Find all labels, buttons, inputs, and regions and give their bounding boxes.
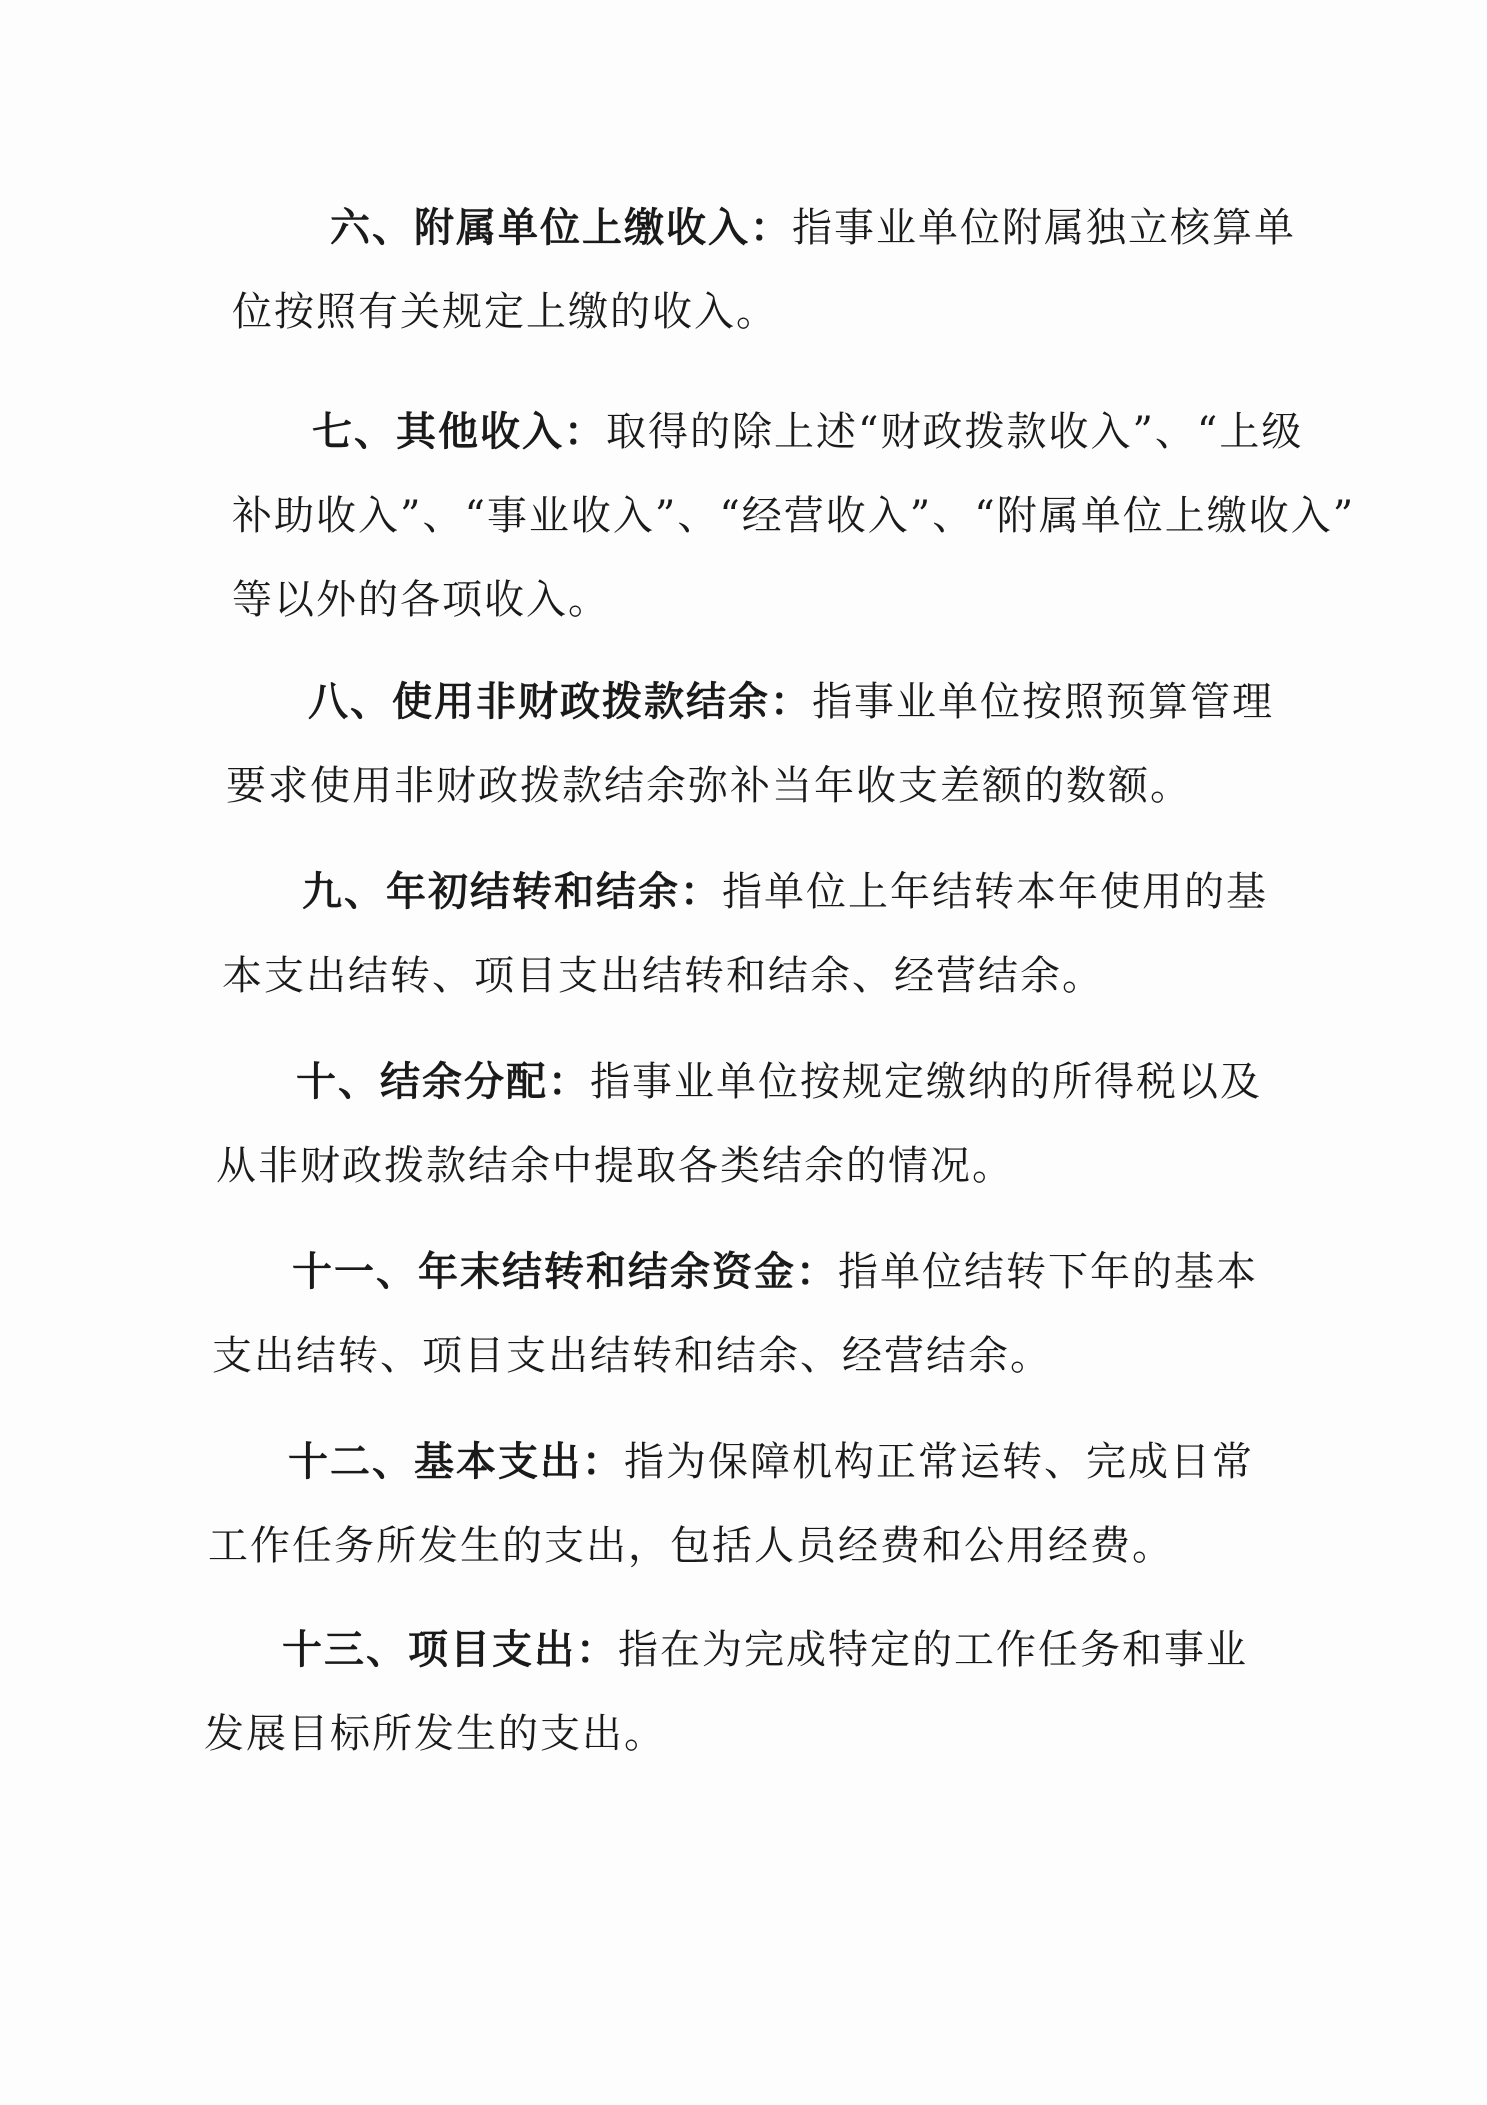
entry-first-line [208, 1420, 1254, 1504]
definition-text: 取得的除上述“财政拨款收入”、“上级 [606, 409, 1304, 455]
definition-text: 指事业单位按照预算管理 [812, 679, 1274, 725]
entry-first-line [232, 186, 1296, 270]
definition-term: 十三、项目支出： [282, 1627, 618, 1673]
entry-first-line [232, 390, 1355, 474]
definition-entry-13 [204, 1608, 1248, 1776]
definition-entry-7 [232, 390, 1355, 642]
entry-first-line [222, 850, 1268, 934]
definition-term: 九、年初结转和结余： [302, 869, 722, 915]
definition-term: 七、其他收入： [312, 409, 606, 455]
definition-term: 八、使用非财政拨款结余： [308, 679, 812, 725]
definition-term: 十一、年末结转和结余资金： [292, 1249, 838, 1295]
definition-entry-9 [222, 850, 1268, 1018]
definition-text: 指在为完成特定的工作任务和事业 [618, 1627, 1248, 1673]
definition-entry-10 [216, 1040, 1262, 1208]
definition-text: 补助收入”、“事业收入”、“经营收入”、“附属单位上缴收入” [232, 493, 1356, 539]
definition-text: 指事业单位按规定缴纳的所得税以及 [590, 1059, 1262, 1105]
definition-text: 指单位上年结转本年使用的基 [722, 869, 1268, 915]
definition-text: 指单位结转下年的基本 [838, 1249, 1258, 1295]
definition-text: 要求使用非财政拨款结余弥补当年收支差额的数额。 [226, 763, 1192, 809]
definition-term: 十二、基本支出： [288, 1439, 624, 1485]
definition-text: 等以外的各项收入。 [232, 577, 610, 623]
definition-entry-8 [226, 660, 1274, 828]
entry-first-line [216, 1040, 1262, 1124]
definition-entry-6 [232, 186, 1296, 354]
definition-term: 十、结余分配： [296, 1059, 590, 1105]
definition-entry-11 [212, 1230, 1258, 1398]
definition-text: 位按照有关规定上缴的收入。 [232, 289, 778, 335]
definition-entry-12 [208, 1420, 1254, 1588]
entry-first-line [212, 1230, 1258, 1314]
definition-term: 六、附属单位上缴收入： [330, 205, 792, 251]
definition-text: 指为保障机构正常运转、完成日常 [624, 1439, 1254, 1485]
entry-first-line [226, 660, 1274, 744]
definition-text: 指事业单位附属独立核算单 [792, 205, 1296, 251]
definition-text: 本支出结转、项目支出结转和结余、经营结余。 [222, 953, 1104, 999]
definition-text: 支出结转、项目支出结转和结余、经营结余。 [212, 1333, 1052, 1379]
definition-text: 发展目标所发生的支出。 [204, 1711, 666, 1757]
definition-text: 从非财政拨款结余中提取各类结余的情况。 [216, 1143, 1014, 1189]
definition-text: 工作任务所发生的支出，包括人员经费和公用经费。 [208, 1523, 1174, 1569]
entry-first-line [204, 1608, 1248, 1692]
